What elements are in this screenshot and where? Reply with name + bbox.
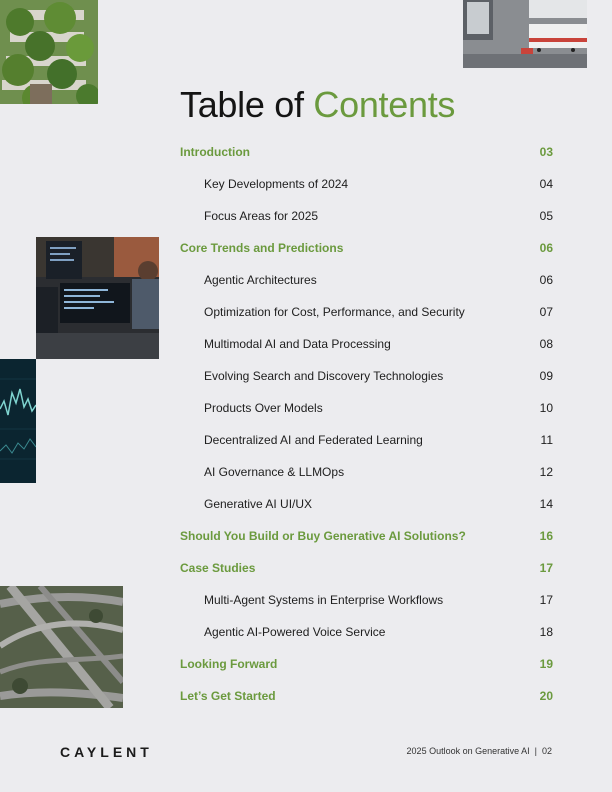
toc-entry-label: AI Governance & LLMOps	[204, 465, 345, 479]
toc-section-link[interactable]	[180, 136, 553, 168]
toc-entry-label: Agentic AI-Powered Voice Service	[204, 625, 386, 639]
highway-interchange-photo	[0, 586, 123, 708]
shipping-trucks-photo	[463, 0, 587, 68]
toc-entry-label: Evolving Search and Discovery Technologies	[204, 369, 444, 383]
toc-entry-page-number: 11	[540, 433, 553, 447]
toc-section-link[interactable]	[180, 520, 553, 552]
toc-entry-page-number: 16	[539, 529, 553, 543]
toc-entry-page-number: 09	[539, 369, 553, 383]
toc-entry-label: Multi-Agent Systems in Enterprise Workflows	[204, 593, 444, 607]
toc-section-link[interactable]	[180, 552, 553, 584]
footer-page-number: 02	[541, 746, 552, 756]
page-title	[180, 84, 455, 126]
toc-entry-page-number: 19	[539, 657, 553, 671]
toc-entry-page-number: 03	[539, 145, 553, 159]
toc-entry-page-number: 06	[539, 273, 553, 287]
toc-section-link[interactable]	[180, 680, 553, 712]
toc-entry-page-number: 04	[539, 177, 553, 191]
toc-entry-label: Optimization for Cost, Performance, and Security	[204, 305, 465, 319]
toc-entry-label: Introduction	[180, 145, 250, 159]
toc-entry-page-number: 12	[539, 465, 553, 479]
toc-entry-page-number: 08	[539, 337, 553, 351]
toc-subsection-link[interactable]	[180, 616, 553, 648]
market-chart-photo	[0, 359, 36, 483]
toc-entry-label: Decentralized AI and Federated Learning	[204, 433, 423, 447]
toc-subsection-link[interactable]	[180, 200, 553, 232]
toc-entry-page-number: 20	[539, 689, 553, 703]
table-of-contents	[180, 136, 553, 712]
toc-entry-label: Generative AI UI/UX	[204, 497, 313, 511]
toc-section-link[interactable]	[180, 648, 553, 680]
toc-entry-label: Looking Forward	[180, 657, 278, 671]
toc-entry-page-number: 14	[539, 497, 553, 511]
developers-office-photo	[36, 237, 159, 359]
toc-entry-page-number: 17	[539, 561, 553, 575]
toc-entry-page-number: 07	[539, 305, 553, 319]
publication-title: 2025 Outlook on Generative AI	[406, 746, 530, 756]
toc-subsection-link[interactable]	[180, 264, 553, 296]
toc-subsection-link[interactable]	[180, 360, 553, 392]
toc-entry-label: Focus Areas for 2025	[204, 209, 319, 223]
toc-subsection-link[interactable]	[180, 392, 553, 424]
toc-subsection-link[interactable]	[180, 424, 553, 456]
toc-entry-page-number: 06	[539, 241, 553, 255]
toc-entry-label: Multimodal AI and Data Processing	[204, 337, 391, 351]
toc-entry-page-number: 05	[539, 209, 553, 223]
toc-subsection-link[interactable]	[180, 488, 553, 520]
toc-subsection-link[interactable]	[180, 328, 553, 360]
toc-subsection-link[interactable]	[180, 456, 553, 488]
toc-entry-label: Case Studies	[180, 561, 256, 575]
toc-entry-label: Should You Build or Buy Generative AI Solutions?	[180, 529, 466, 543]
toc-entry-page-number: 10	[539, 401, 553, 415]
toc-entry-page-number: 17	[539, 593, 553, 607]
page-footer	[407, 746, 552, 756]
toc-section-link[interactable]	[180, 232, 553, 264]
toc-subsection-link[interactable]	[180, 168, 553, 200]
toc-entry-label: Let’s Get Started	[180, 689, 276, 703]
toc-subsection-link[interactable]	[180, 584, 553, 616]
caylent-logo: CAYLENT	[60, 744, 153, 760]
title-text: Table of	[180, 84, 304, 125]
toc-entry-page-number: 18	[539, 625, 553, 639]
toc-entry-label: Agentic Architectures	[204, 273, 317, 287]
building-greenery-photo	[0, 0, 98, 104]
toc-entry-label: Key Developments of 2024	[204, 177, 349, 191]
toc-entry-label: Products Over Models	[204, 401, 323, 415]
toc-subsection-link[interactable]	[180, 296, 553, 328]
footer-separator: |	[534, 746, 537, 756]
title-accent-text: Contents	[313, 84, 456, 125]
toc-entry-label: Core Trends and Predictions	[180, 241, 344, 255]
